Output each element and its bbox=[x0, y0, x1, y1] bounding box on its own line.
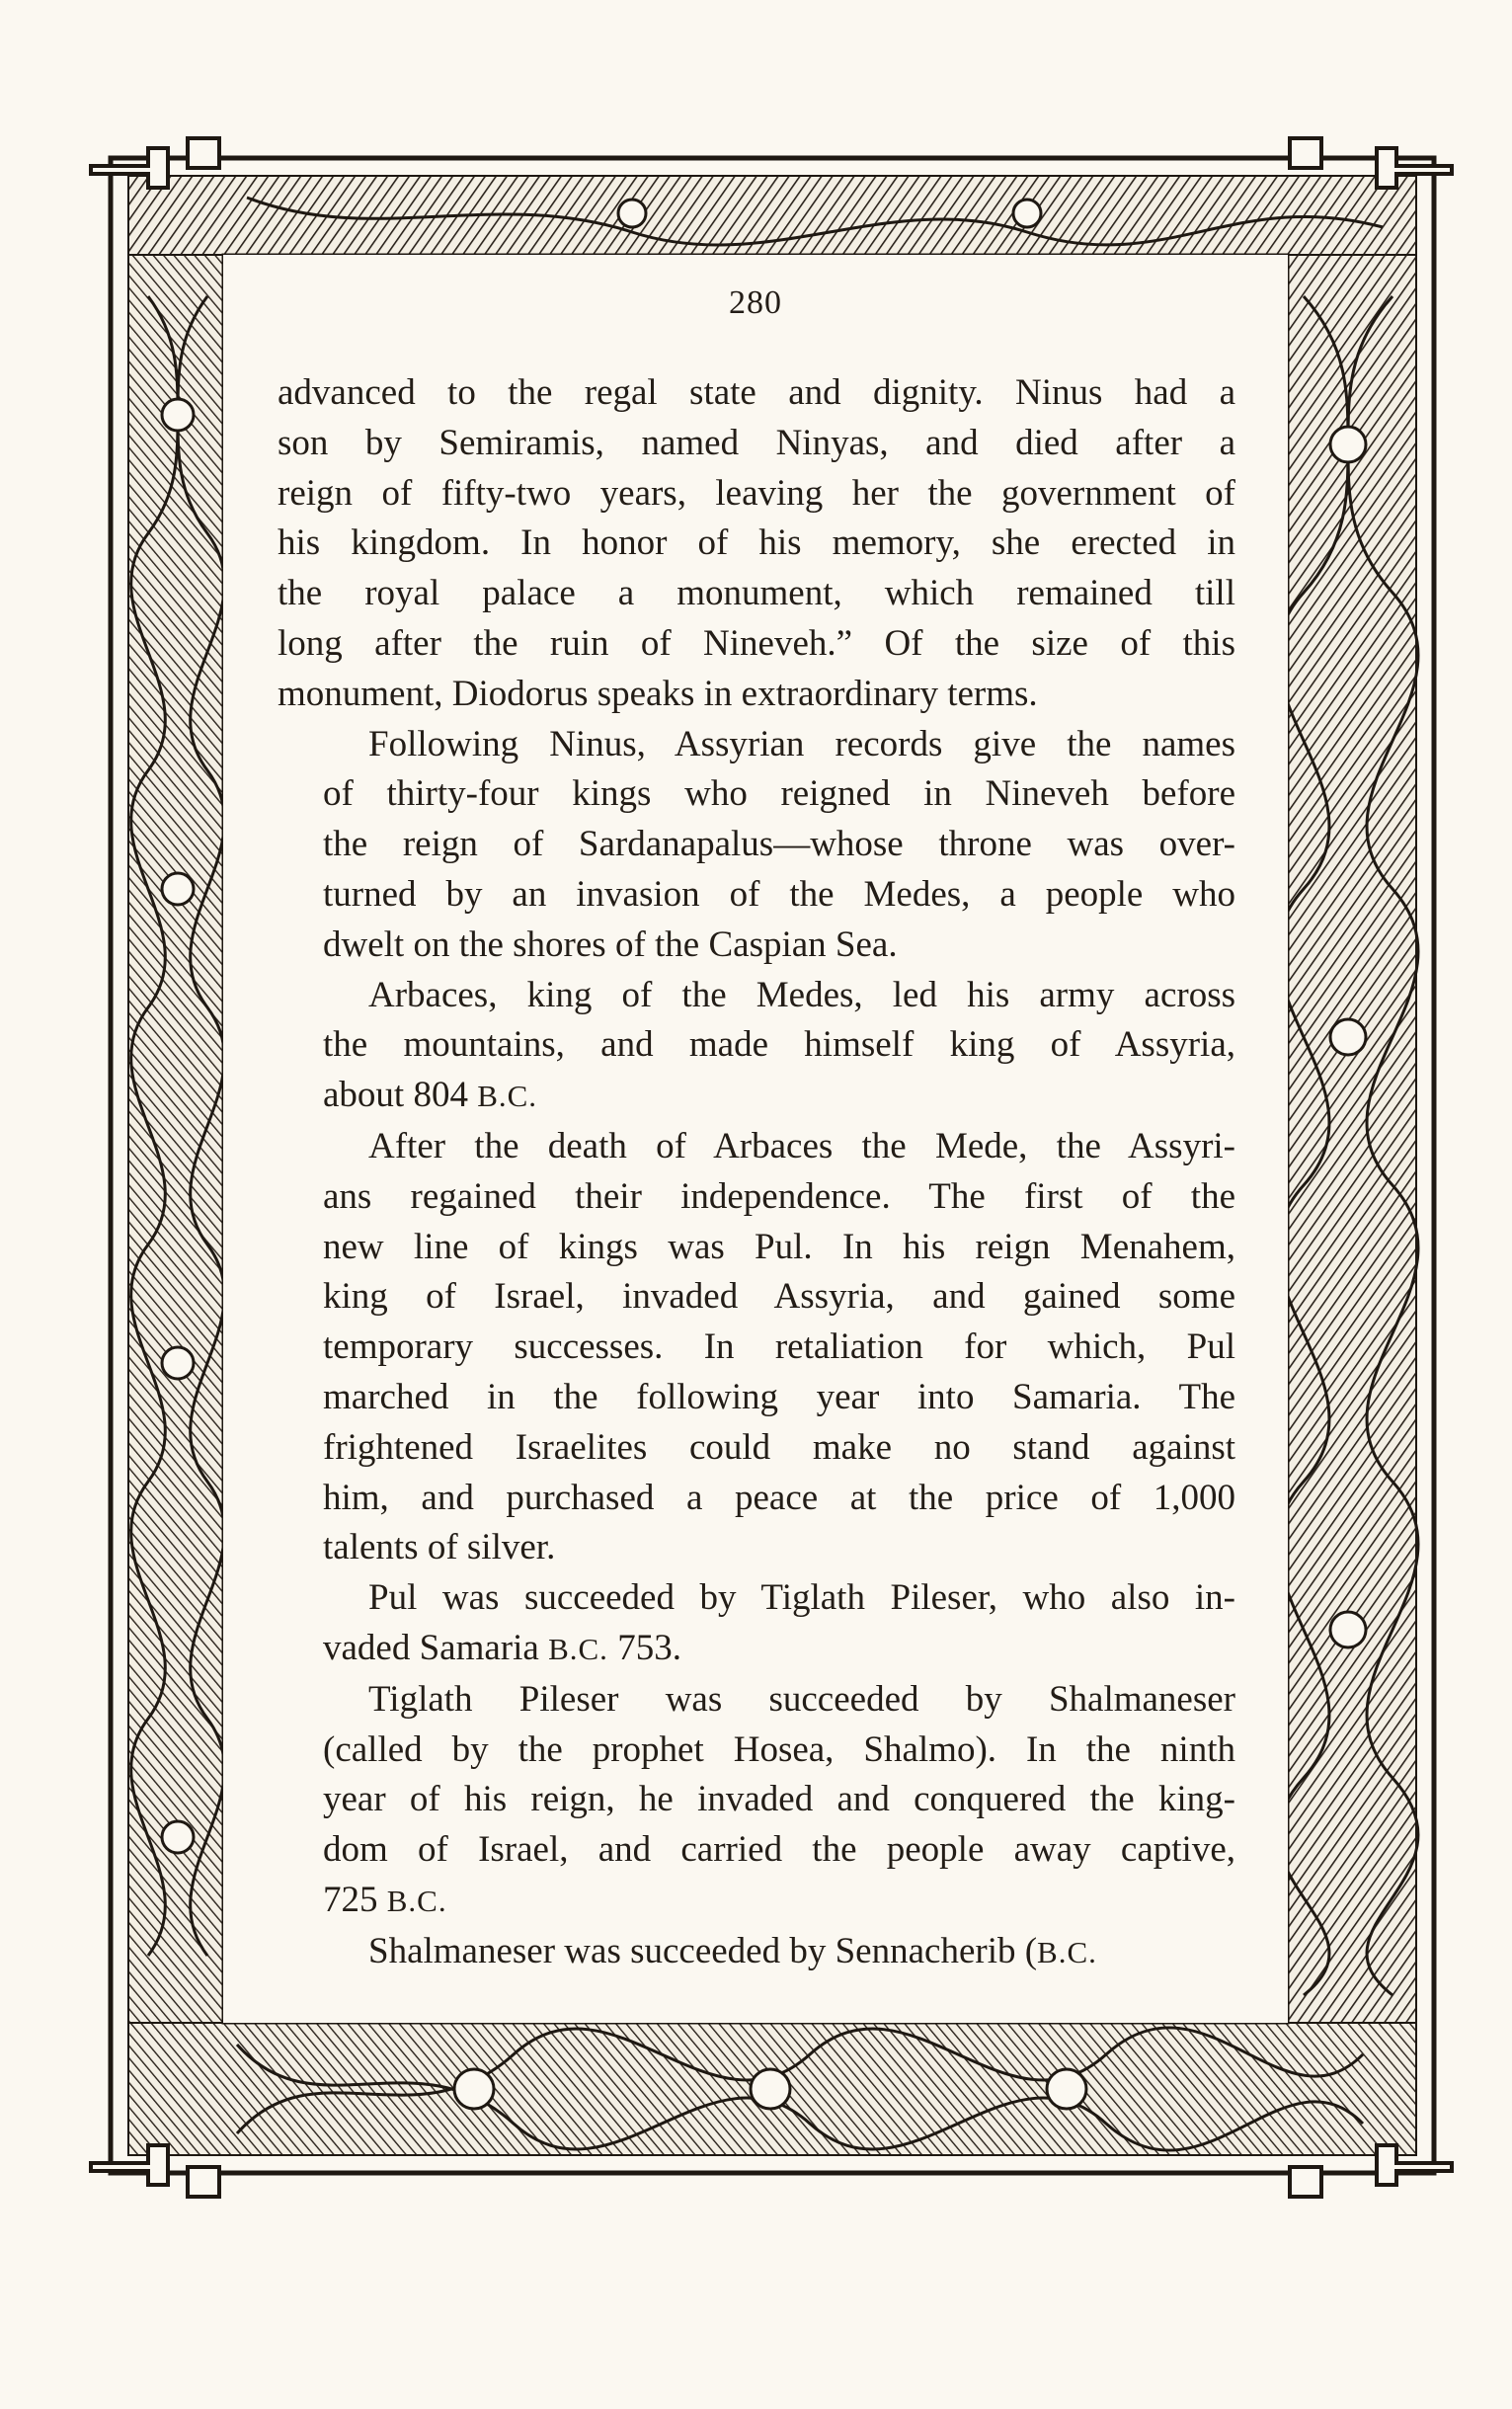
text-line: of thirty-four kings who reigned in Nineveh before bbox=[323, 773, 1235, 815]
text-line bbox=[278, 1624, 1235, 1675]
text-line: his kingdom. In honor of his memory, she erected in bbox=[278, 522, 1235, 564]
text-line: new line of kings was Pul. In his reign Menahem, bbox=[323, 1226, 1235, 1267]
text-line: monument, Diodorus speaks in extraordinary terms. bbox=[278, 673, 1038, 714]
body-text bbox=[278, 368, 1235, 1978]
text-line: frightened Israelites could make no stand against bbox=[323, 1426, 1235, 1468]
text-line: the reign of Sardanapalus—whose throne was over- bbox=[323, 824, 1235, 865]
era-abbreviation: B.C. bbox=[548, 1631, 608, 1666]
text-line: the mountains, and made himself king of Assyria, bbox=[323, 1024, 1235, 1066]
paragraph bbox=[278, 1927, 1235, 1978]
paragraph bbox=[278, 971, 1235, 1122]
era-abbreviation: B.C. bbox=[477, 1079, 538, 1114]
text-line: long after the ruin of Nineveh.” Of the size of this bbox=[278, 622, 1235, 664]
paragraph bbox=[278, 1675, 1235, 1927]
text-line: temporary successes. In retaliation for which, Pul bbox=[323, 1326, 1235, 1368]
text-line: him, and purchased a peace at the price of 1,000 bbox=[323, 1477, 1235, 1518]
text-line: king of Israel, invaded Assyria, and gained some bbox=[323, 1276, 1235, 1318]
paragraph bbox=[278, 368, 1235, 720]
text-line: After the death of Arbaces the Mede, the Assyri- bbox=[368, 1125, 1235, 1166]
text-line: son by Semiramis, named Ninyas, and died after a bbox=[278, 422, 1235, 463]
text-line: year of his reign, he invaded and conquered the king- bbox=[323, 1779, 1235, 1820]
text-line: talents of silver. bbox=[323, 1527, 556, 1568]
text-line: Following Ninus, Assyrian records give the names bbox=[368, 723, 1235, 764]
text-line: dom of Israel, and carried the people away captive, bbox=[323, 1829, 1235, 1871]
text-fragment: about 804 bbox=[323, 1075, 468, 1116]
text-line: reign of fifty-two years, leaving her the government of bbox=[278, 472, 1235, 514]
text-fragment: vaded Samaria bbox=[323, 1627, 539, 1668]
text-line: ans regained their independence. The first of the bbox=[323, 1175, 1235, 1217]
text-line bbox=[278, 1876, 1235, 1927]
text-fragment: 725 bbox=[323, 1879, 378, 1920]
text-line: turned by an invasion of the Medes, a people who bbox=[323, 873, 1235, 915]
text-fragment: 753. bbox=[617, 1627, 681, 1668]
text-line: marched in the following year into Samaria. The bbox=[323, 1376, 1235, 1417]
page-number: 280 bbox=[729, 284, 782, 321]
text-panel bbox=[223, 255, 1288, 2023]
text-line: Pul was succeeded by Tiglath Pileser, who also in- bbox=[368, 1577, 1235, 1619]
text-line: Tiglath Pileser was succeeded by Shalmaneser bbox=[368, 1678, 1235, 1720]
text-line bbox=[278, 1927, 1235, 1978]
text-line: the royal palace a monument, which remained till bbox=[278, 573, 1235, 614]
paragraph bbox=[278, 1122, 1235, 1573]
text-line bbox=[278, 1071, 1235, 1122]
text-line: (called by the prophet Hosea, Shalmo). In the ninth bbox=[323, 1728, 1235, 1770]
text-line: Arbaces, king of the Medes, led his army across bbox=[368, 974, 1235, 1015]
paragraph bbox=[278, 720, 1235, 971]
text-line: advanced to the regal state and dignity. Ninus had a bbox=[278, 372, 1235, 413]
text-fragment: Shalmaneser was succeeded by Sennacherib ( bbox=[368, 1930, 1038, 1971]
era-abbreviation: B.C. bbox=[386, 1883, 447, 1918]
text-line: dwelt on the shores of the Caspian Sea. bbox=[323, 923, 898, 965]
paragraph bbox=[278, 1573, 1235, 1675]
era-abbreviation: B.C. bbox=[1037, 1934, 1097, 1969]
